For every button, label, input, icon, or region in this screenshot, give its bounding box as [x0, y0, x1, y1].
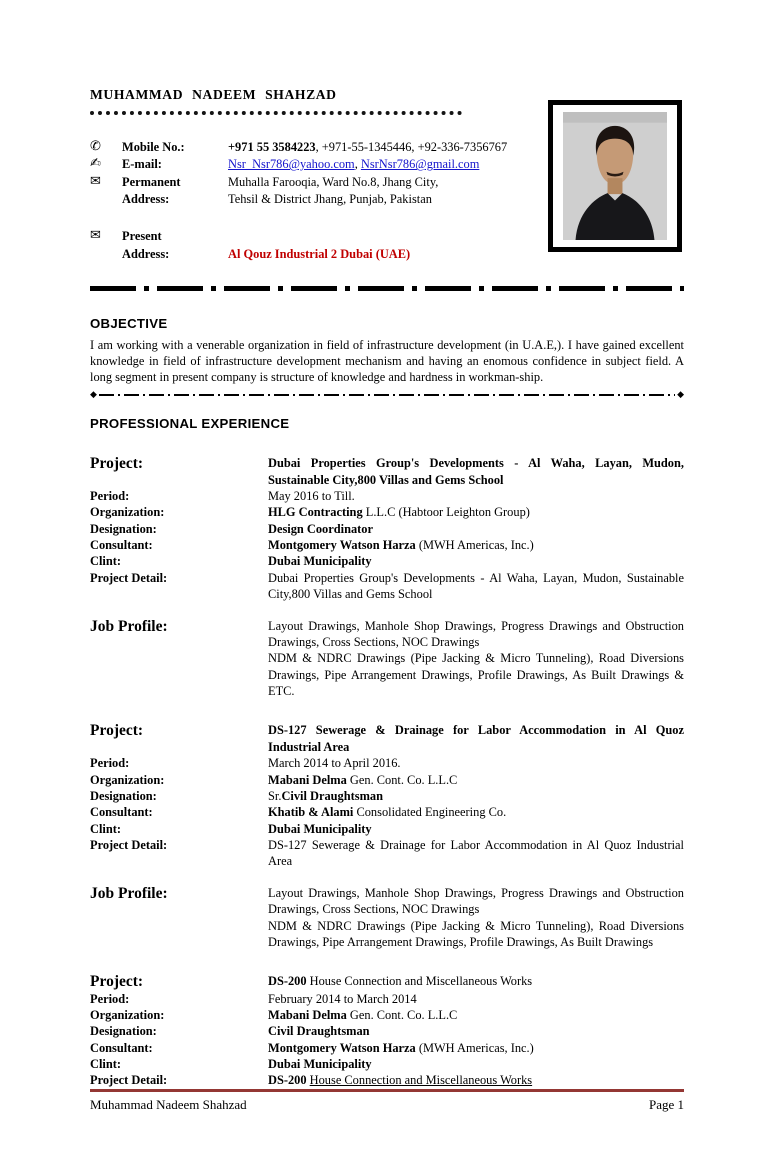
field-value: Khatib & Alami Consolidated Engineering Co.	[268, 805, 507, 820]
page-title: MUHAMMAD NADEEM SHAHZAD	[90, 87, 337, 102]
field-value: May 2016 to Till.	[268, 488, 355, 503]
field-value: Dubai Municipality	[268, 821, 372, 836]
field-value: Dubai Municipality	[268, 1057, 372, 1072]
field-value: Civil Draughtsman	[268, 1024, 370, 1039]
email-label: E-mail:	[122, 157, 162, 172]
portrait-illustration	[563, 112, 667, 240]
section-divider	[90, 286, 684, 291]
field-row	[90, 553, 684, 569]
field-label: Period:	[90, 991, 130, 1006]
objective-text: I am working with a venerable organization in field of infrastructure development (in U.A.E,). I have gained excellent knowledge in field of infrastructure development mechanism and having an enomous confidence in subject field. A long segment in present company is structure of knowledge and hardness in workman-ship.	[90, 337, 684, 385]
dash-line	[99, 394, 675, 396]
field-row	[90, 991, 684, 1007]
field-row	[90, 821, 684, 837]
field-row	[90, 1056, 684, 1072]
footer-name: Muhammad Nadeem Shahzad	[90, 1097, 247, 1112]
profile-photo-frame	[548, 100, 682, 252]
experience-block	[90, 455, 684, 699]
field-row	[90, 537, 684, 553]
diamond-icon: ◆	[677, 389, 684, 400]
email-icon: ✍	[90, 156, 101, 172]
present-address-label: Address:	[122, 246, 170, 261]
envelope-icon: ✉	[90, 228, 101, 244]
field-value: March 2014 to April 2016.	[268, 756, 401, 771]
present-address-value: Al Qouz Industrial 2 Dubai (UAE)	[228, 246, 411, 261]
field-label: Clint:	[90, 554, 121, 569]
field-row	[90, 885, 684, 951]
field-label: Organization:	[90, 1007, 165, 1022]
field-label: Designation:	[90, 788, 157, 803]
field-label: Project Detail:	[90, 1073, 168, 1088]
field-row	[90, 488, 684, 504]
field-row	[90, 455, 684, 488]
field-label: Period:	[90, 756, 130, 771]
field-row	[90, 570, 684, 603]
footer-page-number: Page 1	[648, 1097, 684, 1112]
email-separator: ,	[354, 157, 361, 172]
field-value: DS-200 House Connection and Miscellaneous Works	[268, 974, 533, 989]
field-label: Consultant:	[90, 1040, 153, 1055]
field-row	[90, 1007, 684, 1023]
email-link-yahoo[interactable]: Nsr_Nsr786@yahoo.com	[228, 157, 355, 172]
permanent-address-line2: Tehsil & District Jhang, Punjab, Pakistan	[228, 192, 432, 207]
field-label: Project:	[90, 722, 144, 740]
field-value: Layout Drawings, Manhole Shop Drawings, Progress Drawings and Obstruction Drawings, Cross Sections, NOC Drawings NDM & NDRC Drawings (Pipe Jacking & Micro Tunneling), Road Diversions Drawings, Pipe Arrangement Drawings, Profile Drawings, As Built Drawings & ETC.	[268, 618, 684, 699]
field-value: Dubai Properties Group's Developments - Al Waha, Layan, Mudon, Sustainable City,800 Villas and Gems School	[268, 456, 684, 487]
field-row	[90, 618, 684, 700]
field-value: Dubai Properties Group's Developments - Al Waha, Layan, Mudon, Sustainable City,800 Villas and Gems School	[268, 570, 684, 602]
field-label: Organization:	[90, 505, 165, 520]
experience-block	[90, 722, 684, 950]
field-row	[90, 755, 684, 771]
field-value: DS-127 Sewerage & Drainage for Labor Accommodation in Al Quoz Industrial Area	[268, 723, 684, 754]
permanent-address-label: Address:	[122, 192, 170, 207]
present-label: Present	[122, 229, 162, 244]
field-row	[90, 772, 684, 788]
field-label: Job Profile:	[90, 617, 168, 635]
objective-heading: OBJECTIVE	[90, 316, 168, 332]
field-label: Project Detail:	[90, 570, 168, 585]
field-row	[90, 504, 684, 520]
field-label: Clint:	[90, 1057, 121, 1072]
field-value: DS-127 Sewerage & Drainage for Labor Accommodation in Al Quoz Industrial Area	[268, 838, 684, 869]
mobile-number-secondary: , +971-55-1345446, +92-336-7356767	[315, 139, 508, 154]
dotted-underline	[90, 111, 462, 115]
diamond-icon: ◆	[90, 389, 97, 400]
field-value: Mabani Delma Gen. Cont. Co. L.L.C	[268, 772, 458, 787]
field-row	[90, 788, 684, 804]
page-footer	[90, 1089, 684, 1113]
field-value: Sr.Civil Draughtsman	[268, 788, 383, 803]
field-label: Consultant:	[90, 538, 153, 553]
permanent-label: Permanent	[122, 174, 181, 189]
field-row	[90, 1072, 684, 1088]
field-label: Project:	[90, 973, 144, 991]
field-row	[90, 804, 684, 820]
field-row	[90, 973, 684, 990]
field-label: Designation:	[90, 1024, 157, 1039]
field-row	[90, 722, 684, 755]
profile-photo	[563, 112, 667, 240]
footer-rule	[90, 1089, 684, 1092]
field-value: Montgomery Watson Harza (MWH Americas, Inc.)	[268, 1040, 534, 1055]
experience-block	[90, 973, 684, 1089]
field-label: Clint:	[90, 821, 121, 836]
mobile-label: Mobile No.:	[122, 139, 185, 154]
objective-divider	[90, 391, 684, 400]
field-value: Mabani Delma Gen. Cont. Co. L.L.C	[268, 1007, 458, 1022]
field-row	[90, 837, 684, 870]
field-label: Project Detail:	[90, 838, 168, 853]
field-row	[90, 521, 684, 537]
field-label: Job Profile:	[90, 884, 168, 902]
field-label: Designation:	[90, 521, 157, 536]
field-value: Dubai Municipality	[268, 554, 372, 569]
phone-icon: ✆	[90, 138, 101, 154]
field-row	[90, 1023, 684, 1039]
mobile-number-primary: +971 55 3584223	[228, 139, 316, 154]
experience-heading: PROFESSIONAL EXPERIENCE	[90, 415, 290, 431]
field-value: HLG Contracting L.L.C (Habtoor Leighton Group)	[268, 505, 530, 520]
envelope-icon: ✉	[90, 173, 101, 189]
field-value: Design Coordinator	[268, 521, 373, 536]
email-link-gmail[interactable]: NsrNsr786@gmail.com	[360, 157, 480, 172]
field-value: Montgomery Watson Harza (MWH Americas, Inc.)	[268, 538, 534, 553]
field-value: February 2014 to March 2014	[268, 991, 417, 1006]
permanent-address-line1: Muhalla Farooqia, Ward No.8, Jhang City,	[228, 174, 439, 189]
field-label: Project:	[90, 455, 144, 473]
field-label: Period:	[90, 488, 130, 503]
field-label: Organization:	[90, 772, 165, 787]
field-label: Consultant:	[90, 805, 153, 820]
field-value: DS-200 House Connection and Miscellaneous Works	[268, 1073, 533, 1088]
experience-blocks	[90, 455, 684, 1089]
field-row	[90, 1040, 684, 1056]
field-value: Layout Drawings, Manhole Shop Drawings, Progress Drawings and Obstruction Drawings, Cross Sections, NOC Drawings NDM & NDRC Drawings (Pipe Jacking & Micro Tunneling), Road Diversions Drawings, Pipe Arrangement Drawings, Profile Drawings, As Built Drawings	[268, 885, 684, 949]
